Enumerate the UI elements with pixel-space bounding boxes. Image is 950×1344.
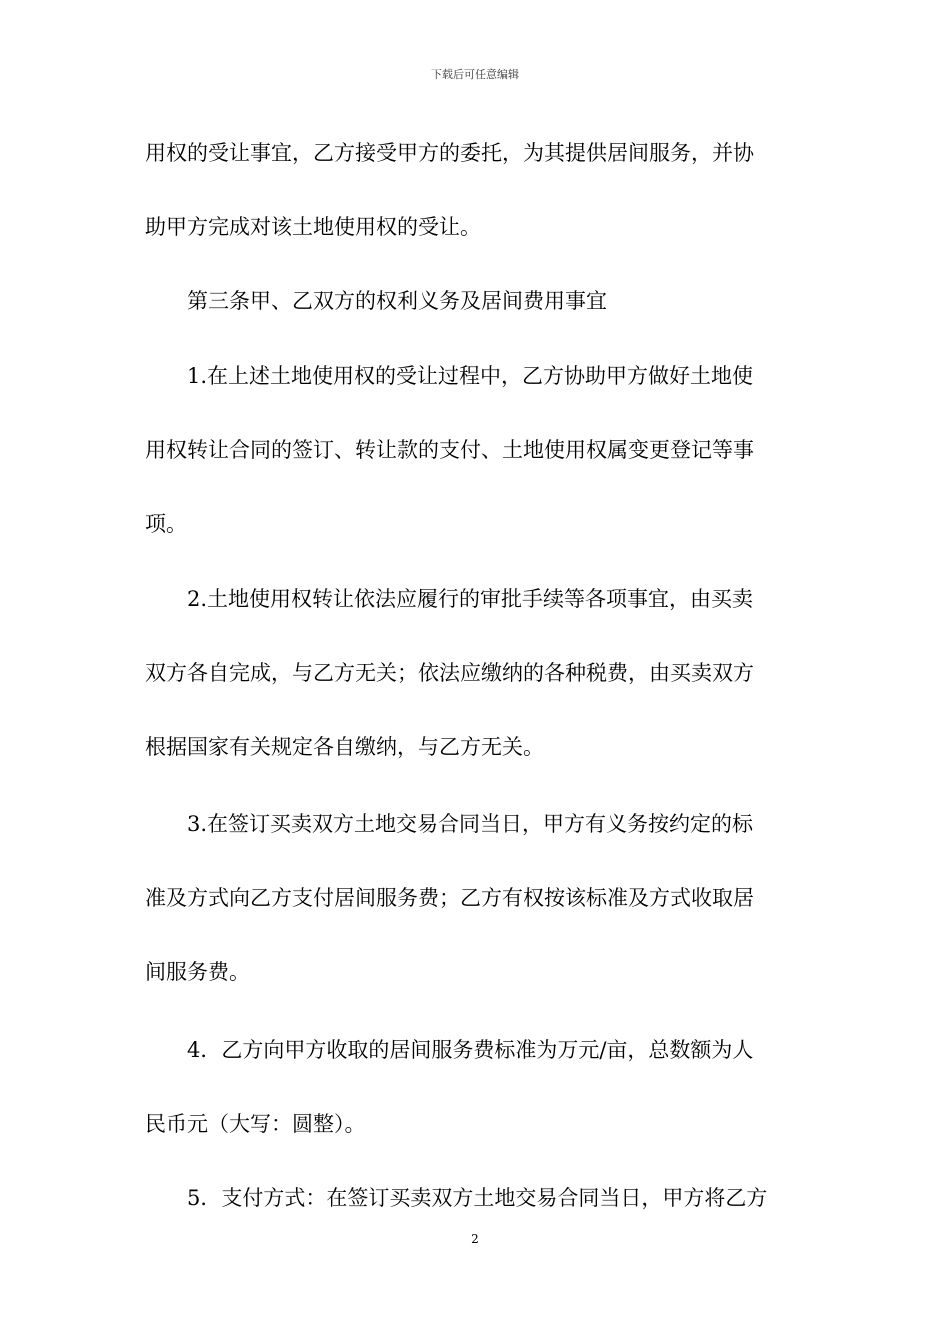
body-line: 民币元（大写：圆整）。 bbox=[145, 1112, 366, 1136]
body-line: 5．支付方式：在签订买卖双方土地交易合同当日，甲方将乙方 bbox=[145, 1186, 768, 1210]
page-number: 2 bbox=[471, 1232, 479, 1246]
page-header: 下载后可任意编辑 bbox=[431, 68, 519, 81]
body-line: 项。 bbox=[145, 512, 187, 536]
body-line: 4．乙方向甲方收取的居间服务费标准为万元/亩，总数额为人 bbox=[145, 1038, 754, 1062]
body-line: 助甲方完成对该土地使用权的受让。 bbox=[145, 215, 481, 239]
body-line: 双方各自完成，与乙方无关；依法应缴纳的各种税费，由买卖双方 bbox=[145, 661, 754, 685]
body-line: 2.土地使用权转让依法应履行的审批手续等各项事宜，由买卖 bbox=[145, 587, 754, 611]
body-line: 准及方式向乙方支付居间服务费；乙方有权按该标准及方式收取居 bbox=[145, 886, 754, 910]
section-heading: 第三条甲、乙双方的权利义务及居间费用事宜 bbox=[145, 289, 607, 313]
body-line: 根据国家有关规定各自缴纳，与乙方无关。 bbox=[145, 735, 544, 759]
body-line: 用权的受让事宜，乙方接受甲方的委托，为其提供居间服务，并协 bbox=[145, 141, 754, 165]
body-line: 用权转让合同的签订、转让款的支付、土地使用权属变更登记等事 bbox=[145, 438, 754, 462]
body-line: 1.在上述土地使用权的受让过程中，乙方协助甲方做好土地使 bbox=[145, 364, 754, 388]
body-line: 3.在签订买卖双方土地交易合同当日，甲方有义务按约定的标 bbox=[145, 812, 754, 836]
body-line: 间服务费。 bbox=[145, 960, 250, 984]
